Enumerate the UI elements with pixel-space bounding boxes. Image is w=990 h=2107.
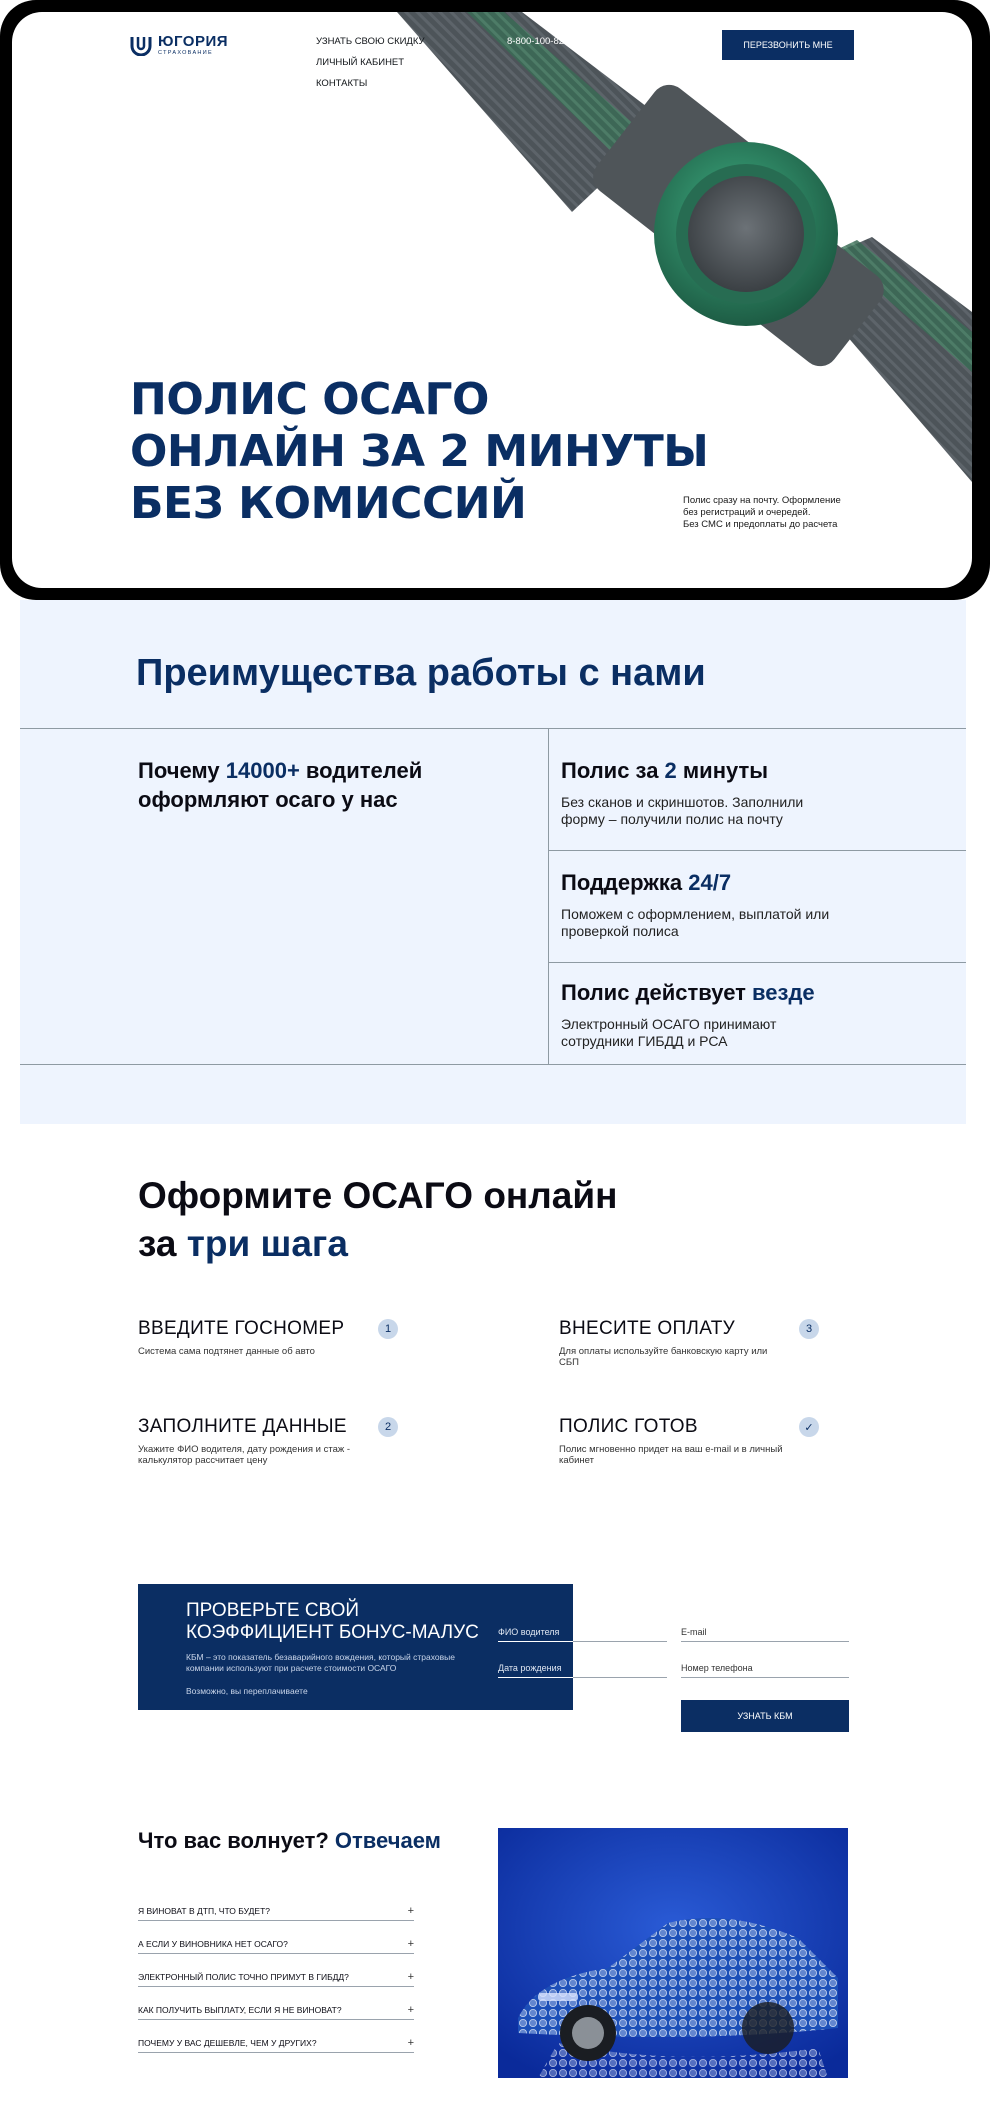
step-item <box>138 1318 398 1357</box>
kbm-title-line: ПРОВЕРЬТЕ СВОЙ <box>186 1600 360 1621</box>
advantage-card-title: Поддержка 24/7 <box>561 870 732 895</box>
faq-item[interactable] <box>138 2020 414 2053</box>
car-in-bubble-wrap-image <box>498 1828 848 2078</box>
plus-icon[interactable]: + <box>407 1938 414 1950</box>
step-badge: 2 <box>378 1417 398 1437</box>
kbm-title <box>186 1600 479 1644</box>
hero <box>12 12 972 588</box>
birth-date-field-extension[interactable] <box>573 1658 667 1678</box>
nav-link-contacts[interactable]: КОНТАКТЫ <box>316 78 368 89</box>
step-badge: 1 <box>378 1319 398 1339</box>
step-title: ВВЕДИТЕ ГОСНОМЕР <box>138 1318 345 1339</box>
faq-title-highlight: Отвечаем <box>334 1828 441 1853</box>
plus-icon[interactable]: + <box>407 2037 414 2049</box>
divider <box>20 728 966 729</box>
phone-number[interactable]: 8-800-100-82-00 <box>507 36 578 47</box>
advantage-card-text: Поможем с оформлением, выплатой или проверкой полиса <box>561 906 830 939</box>
faq-question: А ЕСЛИ У ВИНОВНИКА НЕТ ОСАГО? <box>138 1939 288 1949</box>
phone-field[interactable] <box>681 1658 849 1678</box>
why-text: оформляют осаго у нас <box>138 787 398 812</box>
logo-subtitle: СТРАХОВАНИЕ <box>158 50 213 56</box>
kbm-hint: Возможно, вы переплачиваете <box>186 1686 308 1696</box>
divider <box>548 962 966 963</box>
hero-note-line: без регистраций и очередей. <box>683 507 811 518</box>
steps-title <box>138 1172 617 1268</box>
step-text: Система сама подтянет данные об авто <box>138 1346 315 1357</box>
kbm-title-line: КОЭФФИЦИЕНТ БОНУС-МАЛУС <box>186 1622 479 1643</box>
hero-frame <box>0 0 990 600</box>
advantage-card-text: Электронный ОСАГО принимают сотрудники ГИБДД и РСА <box>561 1016 777 1049</box>
step-title: ЗАПОЛНИТЕ ДАННЫЕ <box>138 1416 347 1437</box>
steps-title-text: за <box>138 1223 187 1264</box>
advantage-card-title: Полис за 2 минуты <box>561 758 769 783</box>
logo-mark-icon <box>130 34 152 56</box>
faq-question: КАК ПОЛУЧИТЬ ВЫПЛАТУ, ЕСЛИ Я НЕ ВИНОВАТ? <box>138 2005 342 2015</box>
main-nav <box>316 36 425 89</box>
divider <box>548 728 549 1064</box>
why-text: водителей <box>299 758 423 783</box>
faq-item[interactable] <box>138 1888 414 1921</box>
step-title: ПОЛИС ГОТОВ <box>559 1416 698 1437</box>
why-highlight: 14000+ <box>225 758 300 783</box>
plus-icon[interactable]: + <box>407 1971 414 1983</box>
check-kbm-button[interactable]: УЗНАТЬ КБМ <box>681 1700 849 1732</box>
logo[interactable] <box>130 34 228 57</box>
plus-icon[interactable]: + <box>407 2004 414 2016</box>
advantage-card-text: Без сканов и скриншотов. Заполнили форму – получили полис на почту <box>561 794 804 827</box>
plus-icon[interactable]: + <box>407 1905 414 1917</box>
advantages-section <box>20 600 966 1124</box>
divider <box>20 1064 966 1065</box>
advantage-card <box>561 980 941 1050</box>
hero-note <box>683 495 883 531</box>
hero-note-line: Без СМС и предоплаты до расчета <box>683 519 838 530</box>
faq-title-text: Что вас волнует? <box>138 1828 335 1853</box>
step-item <box>138 1416 398 1466</box>
step-title: ВНЕСИТЕ ОПЛАТУ <box>559 1318 735 1339</box>
faq-title <box>138 1828 441 1854</box>
hero-title-line: ОНЛАЙН ЗА 2 МИНУТЫ <box>130 426 709 477</box>
steps-title-line: Оформите ОСАГО онлайн <box>138 1175 618 1216</box>
check-icon: ✓ <box>799 1417 819 1437</box>
faq-item[interactable] <box>138 1921 414 1954</box>
faq-item[interactable] <box>138 1987 414 2020</box>
faq-question: ЭЛЕКТРОННЫЙ ПОЛИС ТОЧНО ПРИМУТ В ГИБДД? <box>138 1972 349 1982</box>
hero-title-line: ПОЛИС ОСАГО <box>130 374 489 425</box>
faq-list <box>138 1888 414 2053</box>
kbm-description: КБМ – это показатель безаварийного вождения, который страховые компании используют при расчете стоимости ОСАГО <box>186 1652 455 1673</box>
advantage-card <box>561 870 941 940</box>
driver-name-field-extension[interactable] <box>573 1622 667 1642</box>
advantages-title: Преимущества работы с нами <box>136 652 706 694</box>
kbm-panel <box>138 1584 573 1710</box>
driver-name-field[interactable] <box>498 1622 573 1642</box>
callback-button[interactable]: ПЕРЕЗВОНИТЬ МНЕ <box>722 30 854 60</box>
faq-item[interactable] <box>138 1954 414 1987</box>
step-item <box>559 1416 819 1466</box>
step-badge: 3 <box>799 1319 819 1339</box>
why-text: Почему <box>138 758 226 783</box>
step-item <box>559 1318 819 1368</box>
hero-title-line: БЕЗ КОМИССИЙ <box>130 478 527 529</box>
advantage-card <box>561 758 941 828</box>
logo-name: ЮГОРИЯ <box>158 33 229 50</box>
faq-question: ПОЧЕМУ У ВАС ДЕШЕВЛЕ, ЧЕМ У ДРУГИХ? <box>138 2038 317 2048</box>
step-text: Для оплаты используйте банковскую карту или СБП <box>559 1346 768 1368</box>
birth-date-field[interactable] <box>498 1658 573 1678</box>
email-field[interactable] <box>681 1622 849 1642</box>
divider <box>548 850 966 851</box>
faq-question: Я ВИНОВАТ В ДТП, ЧТО БУДЕТ? <box>138 1906 270 1916</box>
advantage-card-title: Полис действует везде <box>561 980 815 1005</box>
advantages-why <box>138 756 422 814</box>
hero-title <box>130 374 708 530</box>
nav-link-discount[interactable]: УЗНАТЬ СВОЮ СКИДКУ <box>316 36 425 47</box>
step-text: Полис мгновенно придет на ваш e-mail и в личный кабинет <box>559 1444 783 1466</box>
steps-title-highlight: три шага <box>186 1223 348 1264</box>
hero-note-line: Полис сразу на почту. Оформление <box>683 495 841 506</box>
step-text: Укажите ФИО водителя, дату рождения и стаж - калькулятор рассчитает цену <box>138 1444 351 1466</box>
nav-link-account[interactable]: ЛИЧНЫЙ КАБИНЕТ <box>316 57 405 68</box>
